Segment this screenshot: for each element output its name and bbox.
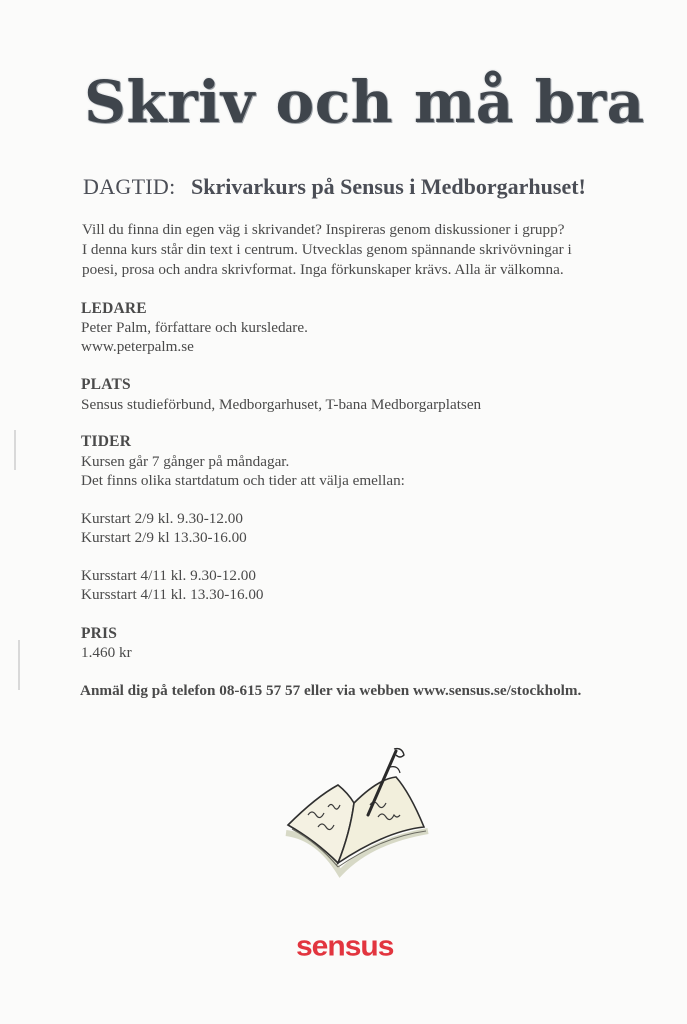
tider-start-line: Kurstart 2/9 kl. 9.30-12.00	[81, 510, 243, 527]
ledare-heading: LEDARE	[81, 300, 147, 317]
book-and-pen-icon	[278, 745, 438, 885]
pris-line: 1.460 kr	[81, 644, 132, 661]
tider-line: Kursen går 7 gånger på måndagar.	[81, 453, 290, 470]
scan-edge-mark	[14, 430, 16, 470]
subtitle	[83, 174, 586, 200]
intro-line: Vill du finna din egen väg i skrivandet? Inspireras genom diskussioner i grupp?	[82, 221, 565, 238]
pris-heading: PRIS	[81, 625, 118, 642]
tider-start-line: Kursstart 4/11 kl. 13.30-16.00	[81, 586, 264, 603]
tider-start-line: Kurstart 2/9 kl 13.30-16.00	[81, 529, 247, 546]
subtitle-lead: DAGTID:	[83, 174, 176, 199]
tider-line: Det finns olika startdatum och tider att välja emellan:	[81, 472, 405, 489]
intro-paragraph	[82, 220, 622, 280]
sensus-logo: sensus	[296, 930, 394, 963]
tider-start-line: Kursstart 4/11 kl. 9.30-12.00	[81, 567, 256, 584]
intro-line: poesi, prosa och andra skrivformat. Inga förkunskaper krävs. Alla är välkomna.	[82, 261, 564, 278]
signup-text: Anmäl dig på telefon 08-615 57 57 eller via webben www.sensus.se/stockholm.	[80, 682, 582, 699]
ledare-line: Peter Palm, författare och kursledare.	[81, 319, 308, 336]
page-title: Skriv och må bra	[84, 68, 645, 136]
tider-heading: TIDER	[81, 433, 132, 450]
scan-edge-mark	[18, 640, 20, 690]
ledare-website: www.peterpalm.se	[81, 338, 194, 355]
plats-line: Sensus studieförbund, Medborgarhuset, T-bana Medborgarplatsen	[81, 396, 482, 413]
intro-line: I denna kurs står din text i centrum. Utvecklas genom spännande skrivövningar i	[82, 241, 572, 258]
plats-heading: PLATS	[81, 376, 131, 393]
subtitle-text: Skrivarkurs på Sensus i Medborgarhuset!	[191, 174, 586, 199]
